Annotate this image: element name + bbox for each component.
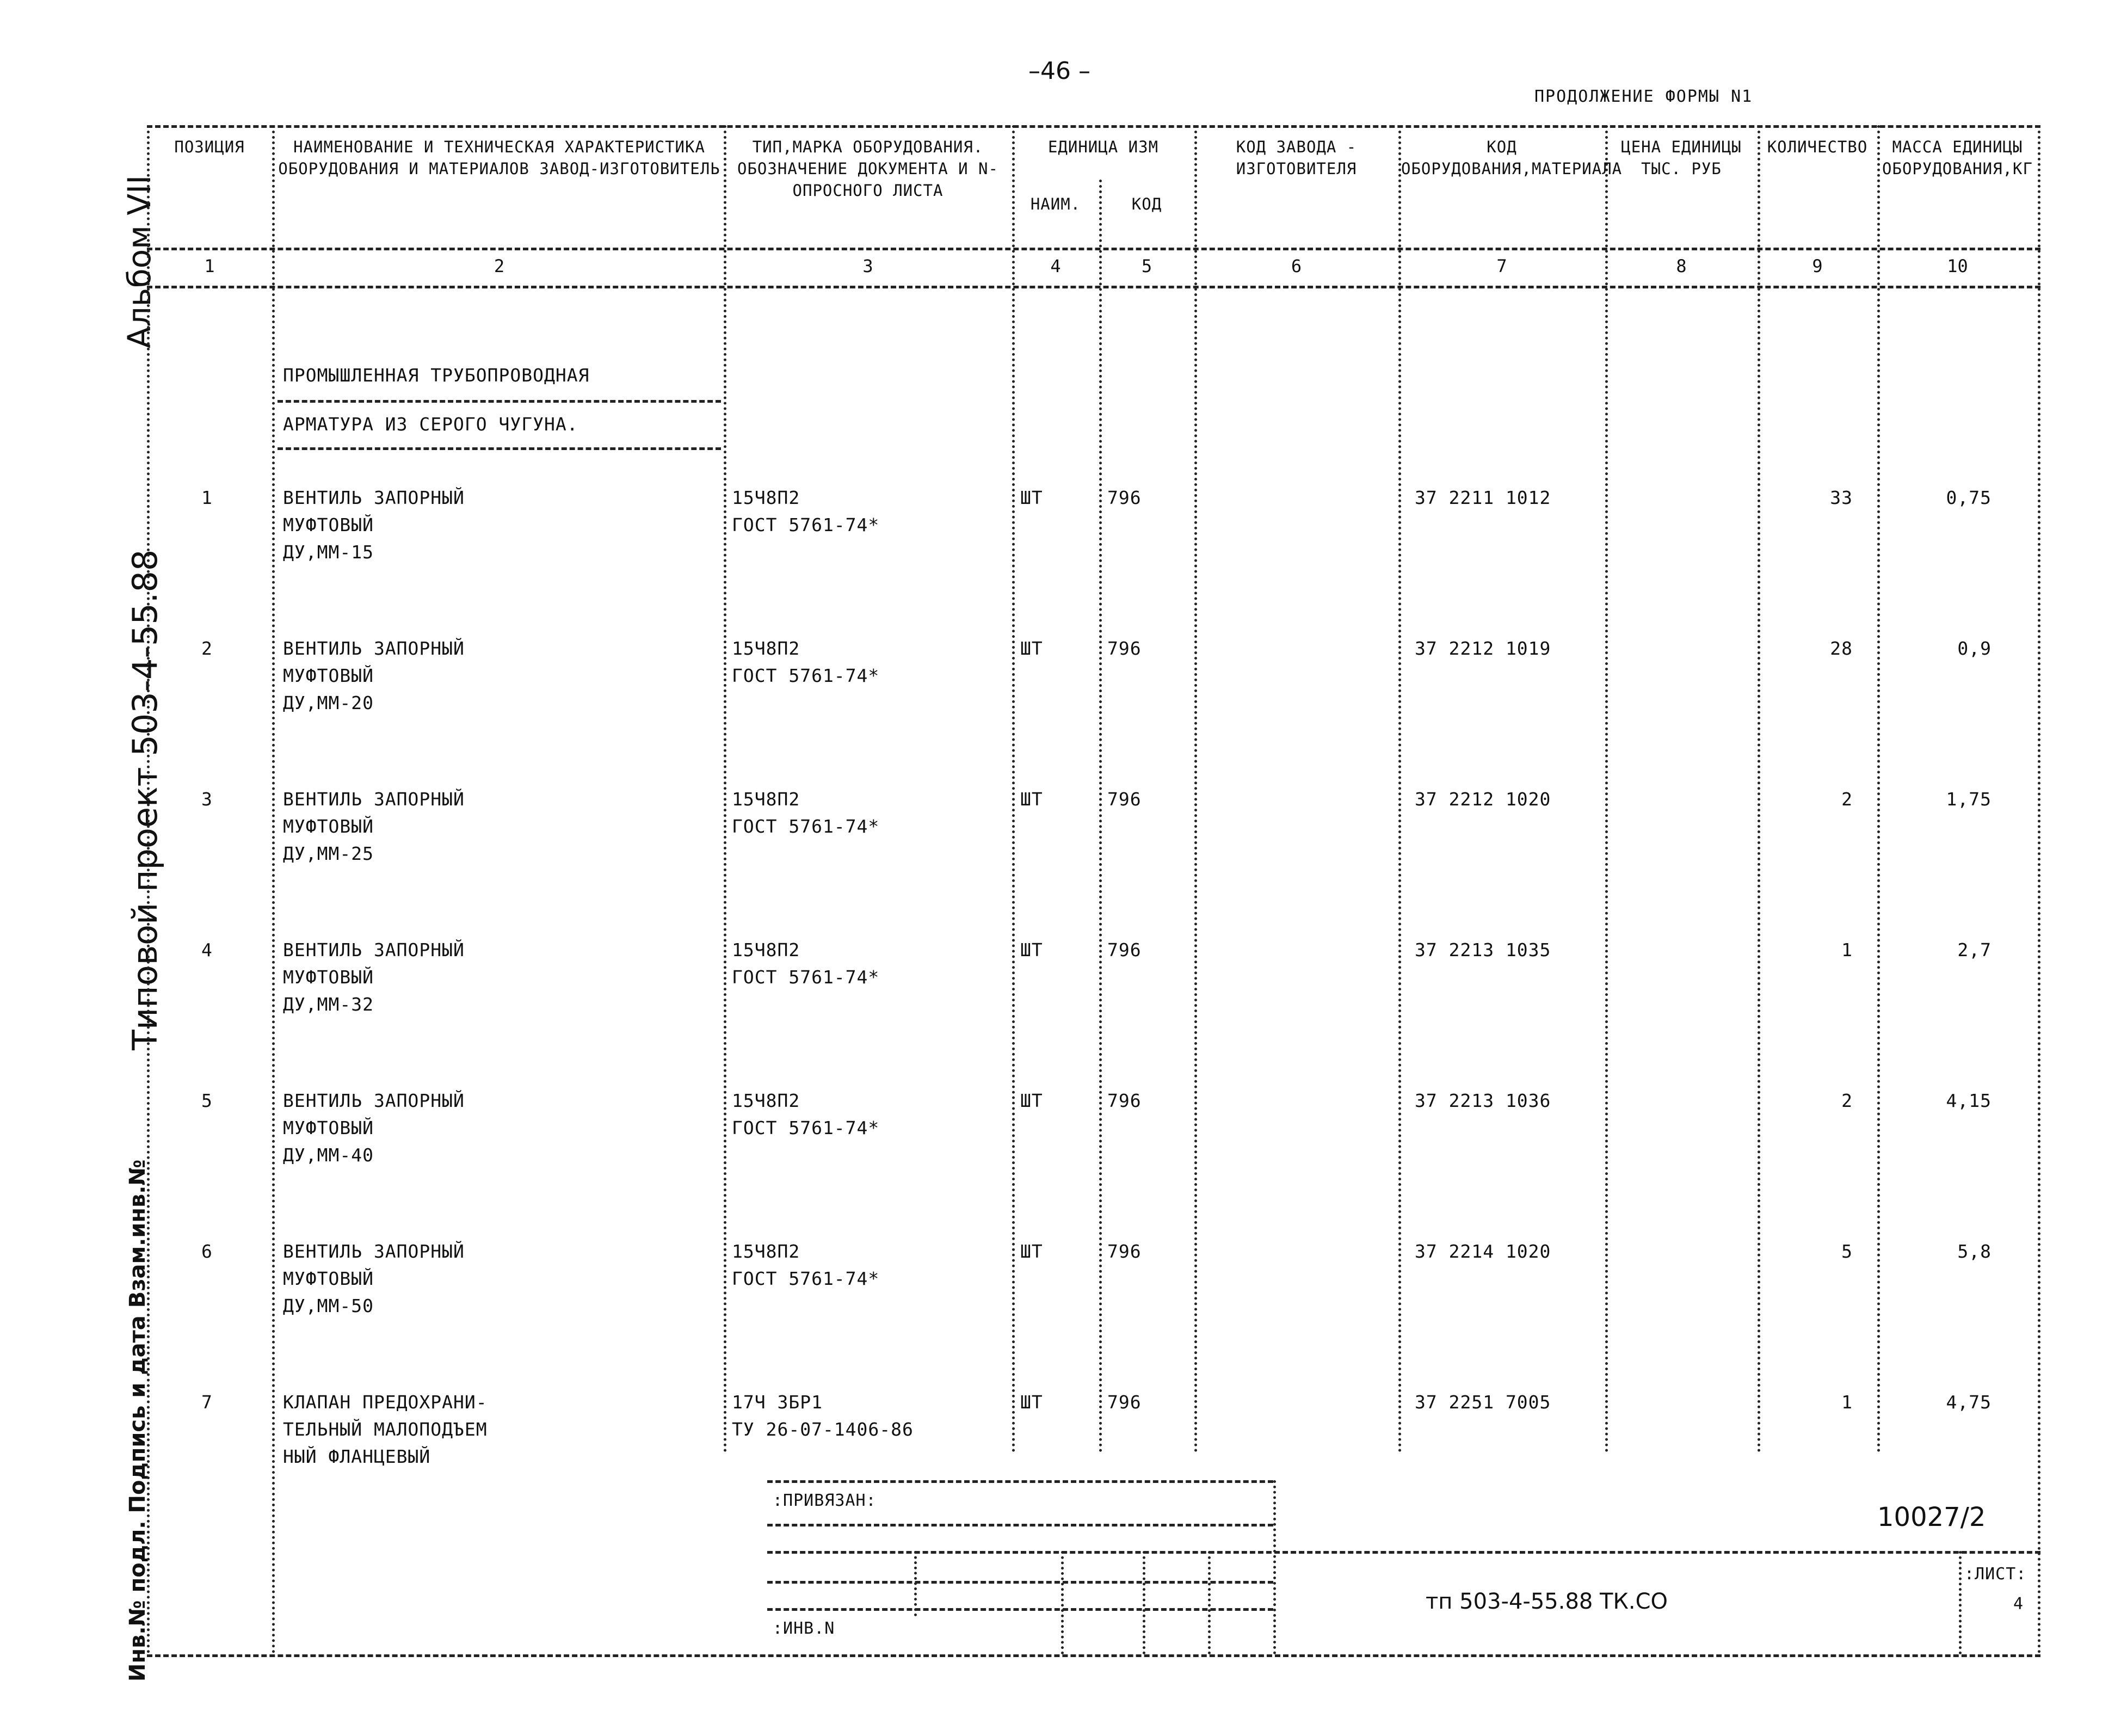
section-line-2: АРМАТУРА ИЗ СЕРОГО ЧУГУНА.: [283, 414, 578, 435]
sheet-label: :ЛИСТ:: [1964, 1565, 2027, 1584]
row-mass: 5,8: [1957, 1241, 1991, 1262]
document-code: тп 503-4-55.88 ТК.СО: [1426, 1589, 1668, 1614]
row-code: 796: [1107, 789, 1142, 810]
colnum-2: 2: [494, 256, 505, 276]
row-name: НЫЙ ФЛАНЦЕВЫЙ: [283, 1446, 431, 1467]
row-name: ТЕЛЬНЫЙ МАЛОПОДЪЕМ: [283, 1419, 488, 1440]
row-mass: 0,75: [1946, 487, 1991, 508]
row-type: 15Ч8П2: [732, 939, 800, 961]
row-code: 796: [1107, 939, 1142, 961]
row-position: 6: [201, 1241, 213, 1262]
row-equipment-code: 37 2212 1019: [1415, 638, 1551, 659]
row-equipment-code: 37 2212 1020: [1415, 789, 1551, 810]
sheet-number: 4: [2013, 1595, 2024, 1614]
bound-label: :ПРИВЯЗАН:: [773, 1491, 877, 1510]
colnum-9: 9: [1812, 256, 1823, 276]
row-name: ВЕНТИЛЬ ЗАПОРНЫЙ: [283, 939, 465, 961]
colnum-8: 8: [1676, 256, 1687, 276]
inventory-label: Инв.№ подл. Подпись и дата Взам.инв.№: [125, 1159, 150, 1682]
row-equipment-code: 37 2213 1035: [1415, 939, 1551, 961]
row-code: 796: [1107, 1392, 1142, 1413]
header-unit-name: НАИМ.: [1030, 195, 1081, 213]
row-code: 796: [1107, 487, 1142, 508]
row-quantity: 1: [1841, 1392, 1853, 1413]
continuation-label: ПРОДОЛЖЕНИЕ ФОРМЫ N1: [1534, 87, 1753, 106]
spec-table: [147, 125, 2040, 1660]
row-quantity: 5: [1841, 1241, 1853, 1262]
header-type: ТИП,МАРКА ОБОРУДОВАНИЯ. ОБОЗНАЧЕНИЕ ДОКУМЕНТА И N-ОПРОСНОГО ЛИСТА: [737, 138, 998, 200]
row-name: МУФТОВЫЙ: [283, 665, 374, 686]
row-name: МУФТОВЫЙ: [283, 1117, 374, 1138]
header-name: НАИМЕНОВАНИЕ И ТЕХНИЧЕСКАЯ ХАРАКТЕРИСТИКА ОБОРУДОВАНИЯ И МАТЕРИАЛОВ ЗАВОД-ИЗГОТОВИТЕЛЬ: [278, 138, 720, 178]
handwritten-number: 10027/2: [1877, 1502, 1986, 1532]
row-name: ДУ,ММ-20: [283, 692, 374, 713]
row-position: 7: [201, 1392, 213, 1413]
row-type: ГОСТ 5761-74*: [732, 1117, 880, 1138]
row-type: 17Ч 3БР1: [732, 1392, 823, 1413]
row-equipment-code: 37 2251 7005: [1415, 1392, 1551, 1413]
header-quantity: КОЛИЧЕСТВО: [1767, 138, 1868, 156]
row-unit: ШТ: [1020, 638, 1043, 659]
row-mass: 0,9: [1957, 638, 1991, 659]
row-name: ДУ,ММ-15: [283, 541, 374, 563]
row-quantity: 33: [1830, 487, 1853, 508]
project-label: Типовой проект 503-4-55.88: [125, 549, 165, 1050]
row-type: ТУ 26-07-1406-86: [732, 1419, 914, 1440]
header-factory-code: КОД ЗАВОДА - ИЗГОТОВИТЕЛЯ: [1236, 138, 1357, 178]
row-name: ДУ,ММ-32: [283, 994, 374, 1015]
colnum-4: 4: [1050, 256, 1061, 276]
section-line-1: ПРОМЫШЛЕННАЯ ТРУБОПРОВОДНАЯ: [283, 365, 590, 386]
header-equipment-code: КОД ОБОРУДОВАНИЯ,МАТЕРИАЛА: [1401, 138, 1623, 178]
row-name: МУФТОВЫЙ: [283, 1268, 374, 1289]
row-position: 4: [201, 939, 213, 961]
row-position: 1: [201, 487, 213, 508]
row-name: ВЕНТИЛЬ ЗАПОРНЫЙ: [283, 487, 465, 508]
row-type: 15Ч8П2: [732, 1090, 800, 1111]
header-unit-code: КОД: [1131, 195, 1162, 213]
row-type: ГОСТ 5761-74*: [732, 514, 880, 535]
row-unit: ШТ: [1020, 939, 1043, 961]
row-position: 5: [201, 1090, 213, 1111]
row-type: ГОСТ 5761-74*: [732, 816, 880, 837]
row-type: 15Ч8П2: [732, 789, 800, 810]
colnum-3: 3: [862, 256, 873, 276]
row-name: МУФТОВЫЙ: [283, 816, 374, 837]
row-code: 796: [1107, 1090, 1142, 1111]
row-unit: ШТ: [1020, 1241, 1043, 1262]
row-name: МУФТОВЫЙ: [283, 514, 374, 535]
colnum-7: 7: [1496, 256, 1507, 276]
colnum-6: 6: [1291, 256, 1302, 276]
row-equipment-code: 37 2214 1020: [1415, 1241, 1551, 1262]
header-mass: МАССА ЕДИНИЦЫ ОБОРУДОВАНИЯ,КГ: [1882, 138, 2033, 178]
row-quantity: 2: [1841, 789, 1853, 810]
row-name: ДУ,ММ-50: [283, 1295, 374, 1316]
row-type: 15Ч8П2: [732, 487, 800, 508]
row-type: ГОСТ 5761-74*: [732, 665, 880, 686]
album-label: Альбом VII: [121, 175, 158, 348]
row-name: ВЕНТИЛЬ ЗАПОРНЫЙ: [283, 638, 465, 659]
row-type: 15Ч8П2: [732, 638, 800, 659]
header-position: ПОЗИЦИЯ: [174, 138, 245, 156]
row-unit: ШТ: [1020, 789, 1043, 810]
row-mass: 1,75: [1946, 789, 1991, 810]
row-position: 2: [201, 638, 213, 659]
row-mass: 4,75: [1946, 1392, 1991, 1413]
row-type: ГОСТ 5761-74*: [732, 967, 880, 988]
page-number: –46 –: [1028, 57, 1090, 85]
row-name: ДУ,ММ-40: [283, 1144, 374, 1166]
row-mass: 4,15: [1946, 1090, 1991, 1111]
row-quantity: 1: [1841, 939, 1853, 961]
row-name: ВЕНТИЛЬ ЗАПОРНЫЙ: [283, 789, 465, 810]
row-equipment-code: 37 2213 1036: [1415, 1090, 1551, 1111]
row-name: ВЕНТИЛЬ ЗАПОРНЫЙ: [283, 1090, 465, 1111]
row-unit: ШТ: [1020, 487, 1043, 508]
inventory-number-label: :ИНВ.N: [773, 1619, 835, 1638]
colnum-1: 1: [204, 256, 215, 276]
row-type: 15Ч8П2: [732, 1241, 800, 1262]
row-code: 796: [1107, 1241, 1142, 1262]
row-quantity: 28: [1830, 638, 1853, 659]
row-unit: ШТ: [1020, 1392, 1043, 1413]
row-type: ГОСТ 5761-74*: [732, 1268, 880, 1289]
row-name: ВЕНТИЛЬ ЗАПОРНЫЙ: [283, 1241, 465, 1262]
header-unit: ЕДИНИЦА ИЗМ: [1047, 138, 1159, 156]
row-name: КЛАПАН ПРЕДОХРАНИ-: [283, 1392, 488, 1413]
row-equipment-code: 37 2211 1012: [1415, 487, 1551, 508]
colnum-10: 10: [1947, 256, 1968, 276]
row-name: ДУ,ММ-25: [283, 843, 374, 864]
row-quantity: 2: [1841, 1090, 1853, 1111]
row-name: МУФТОВЫЙ: [283, 967, 374, 988]
row-unit: ШТ: [1020, 1090, 1043, 1111]
row-position: 3: [201, 789, 213, 810]
header-price: ЦЕНА ЕДИНИЦЫ ТЫС. РУБ: [1621, 138, 1742, 178]
colnum-5: 5: [1141, 256, 1152, 276]
row-mass: 2,7: [1957, 939, 1991, 961]
row-code: 796: [1107, 638, 1142, 659]
